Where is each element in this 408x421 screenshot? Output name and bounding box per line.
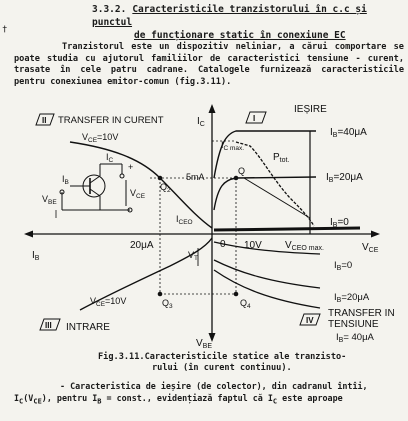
section-number: 3.3.2. [92, 4, 127, 15]
margin-mark: † [2, 25, 8, 35]
caption-line-2: rului (în curent continuu). [152, 363, 292, 373]
heading-line-1 [92, 3, 404, 29]
q2-title: TRANSFER IN CURENT [58, 115, 164, 126]
transistor-collector [90, 176, 100, 183]
q1-roman: I [253, 114, 256, 123]
collector-terminal [120, 174, 124, 178]
q4-title-1: TRANSFER IN [328, 308, 395, 319]
intro-paragraph [14, 42, 404, 88]
vt-curve-ib40 [214, 270, 320, 308]
body2-line-1: - Caracteristica de ieșire (de colector), din cadranul întîi, [60, 381, 368, 391]
output-curve-ib20 [214, 177, 316, 210]
heading-text-2: de funcționare static în conexiune EC [134, 30, 346, 41]
body-paragraph-2 [14, 380, 406, 408]
label-ib20-bot: $I_B=20\mu A$ [334, 292, 370, 304]
circuit-ic: $I_C$ [106, 152, 114, 164]
circuit-vbe: $V_{BE}$ [42, 194, 57, 206]
figure-caption [98, 352, 398, 374]
axis-label-vce: $V_{CE}$ [362, 242, 379, 254]
circuit-plus: + [128, 162, 134, 172]
axis-label-ib: $I_B$ [32, 250, 40, 262]
label-20ua: 20μA [130, 240, 154, 251]
q2-roman: II [42, 116, 47, 125]
output-curve-ib0 [214, 228, 360, 230]
origin-label: 0 [220, 239, 226, 250]
label-5ma: 5mA [186, 172, 205, 182]
load-line [244, 178, 310, 218]
ic-arrow [209, 104, 216, 113]
label-ib20-top: $I_B=20\mu A$ [326, 172, 363, 184]
label-q3: $Q_3$ [162, 298, 173, 310]
transfer-curve [70, 142, 212, 228]
q4-roman: IV [306, 316, 314, 325]
label-vce10-top: $V_{CE}=10V$ [82, 132, 119, 144]
circuit-vce: $V_{CE}$ [130, 188, 146, 200]
label-ib40-bot: $I_B= 40\mu A$ [336, 332, 374, 344]
label-ib40-top: $I_B=40\mu A$ [330, 127, 367, 139]
axes [28, 108, 376, 338]
q1-title: IEȘIRE [294, 104, 327, 115]
transistor-emitter [90, 189, 100, 196]
label-iceo: $I_{CEO}$ [176, 214, 193, 226]
caption-line-1: Fig.3.11.Caracteristicile statice ale tranzisto- [98, 352, 347, 362]
section-heading [92, 3, 404, 42]
q4-point [234, 292, 239, 297]
vt-curve-ib20 [214, 260, 320, 288]
q2-point [158, 176, 163, 181]
axis-label-ic: $I_C$ [197, 116, 205, 128]
output-curve-ib40 [214, 131, 316, 178]
label-ib0-top: $I_B=0$ [330, 217, 349, 229]
q3-roman: III [45, 321, 52, 330]
label-vce10-bot: $V_{CE}=10V$ [90, 296, 127, 308]
label-q4: $Q_4$ [240, 298, 251, 310]
label-q: Q [238, 166, 246, 176]
transistor-characteristics-figure [0, 98, 408, 350]
label-ptot: $P_{tot.}$ [273, 152, 290, 164]
axis-arrows [24, 104, 380, 342]
vce-arrow [371, 231, 380, 238]
label-q2: $Q_2$ [160, 182, 171, 194]
label-ib0-bot: $I_B=0$ [334, 260, 353, 272]
q1-box [246, 112, 266, 123]
label-10v: 10V [244, 240, 262, 251]
q3-point [158, 292, 163, 297]
ib-arrow [24, 231, 33, 238]
q4-title-2: TENSIUNE [328, 319, 379, 330]
label-vceomax: $V_{CEO max.}$ [285, 240, 324, 252]
q-point [234, 176, 239, 181]
axis-label-vbe: $V_{BE}$ [196, 338, 213, 350]
label-vt: $V_T$ [188, 250, 198, 262]
intro-paragraph-text: Tranzistorul este un dispozitiv neliniar, a cărui comportare se poate studia cu ajutorul familiilor de caracteristici tensiune - curent, trasate în cele patru cadrane. Catalogele furnizează caracteristicile pentru conexiunea emitor-comun (fig.3.11). [14, 42, 404, 87]
transistor-circuit [56, 164, 130, 218]
heading-line-2 [92, 29, 404, 42]
circuit-ib: $I_B$ [62, 174, 69, 186]
body2-line-2: $I_C(V_{CE})$, pentru $I_B$ = const., evidențiază faptul că $I_C$ este aproape [14, 393, 343, 406]
q3-title: INTRARE [66, 322, 110, 333]
label-icmax: $I_{C max.}$ [221, 140, 245, 152]
output-curves [150, 131, 360, 298]
vbe-arrow [209, 333, 216, 342]
heading-text-1: Caracteristicile tranzistorului în c.c și punctul [92, 4, 367, 28]
